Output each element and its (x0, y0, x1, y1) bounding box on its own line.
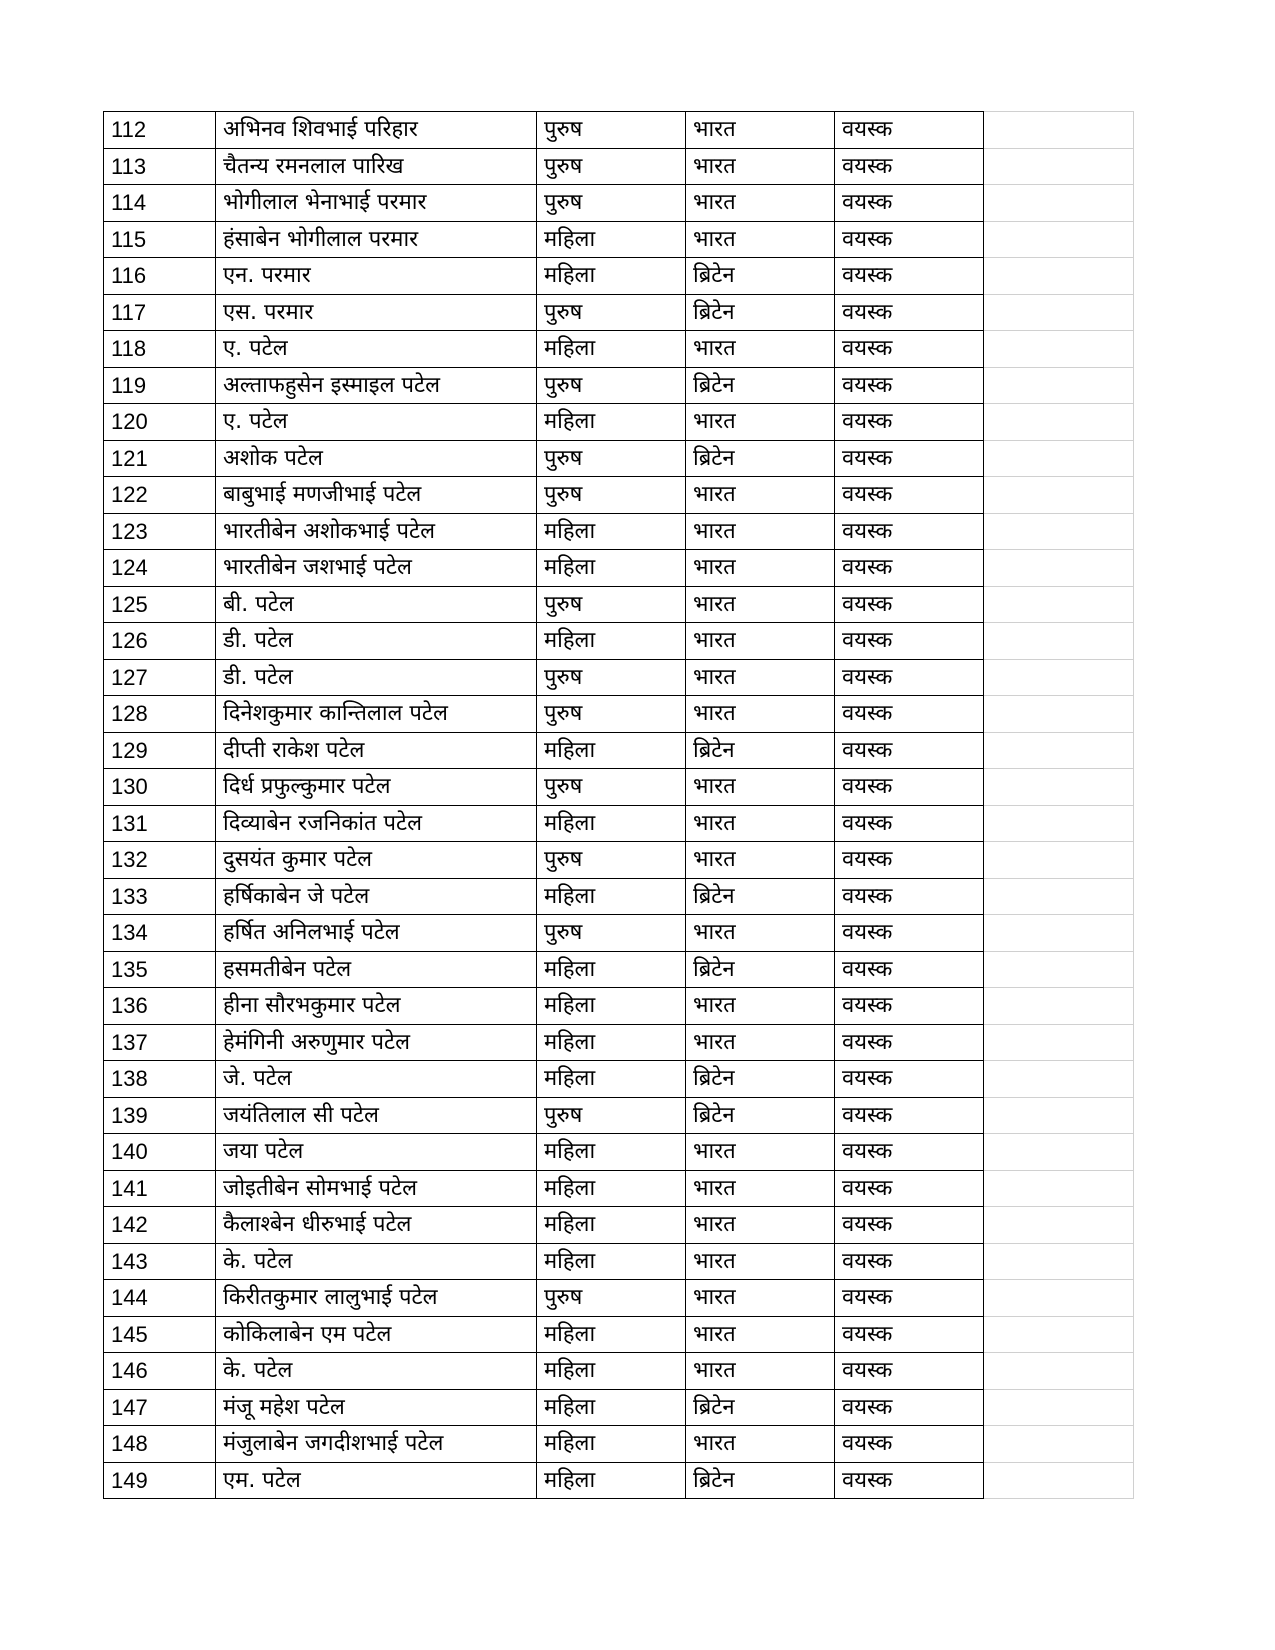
country-cell: ब्रिटेन (686, 878, 835, 915)
age-group-cell: वयस्क (835, 586, 984, 623)
row-number: 116 (104, 258, 216, 295)
row-number: 147 (104, 1389, 216, 1426)
age-group-cell: वयस्क (835, 513, 984, 550)
age-group-cell: वयस्क (835, 367, 984, 404)
person-name: एन. परमार (216, 258, 537, 295)
table-row (104, 732, 1134, 769)
person-name: दीप्ती राकेश पटेल (216, 732, 537, 769)
country-cell: भारत (686, 331, 835, 368)
empty-cell (984, 148, 1134, 185)
empty-cell (984, 696, 1134, 733)
table-row (104, 440, 1134, 477)
person-name: बी. पटेल (216, 586, 537, 623)
empty-cell (984, 404, 1134, 441)
row-number: 139 (104, 1097, 216, 1134)
age-group-cell: वयस्क (835, 1280, 984, 1317)
person-name: भोगीलाल भेनाभाई परमार (216, 185, 537, 222)
gender-cell: महिला (537, 1170, 686, 1207)
country-cell: ब्रिटेन (686, 294, 835, 331)
person-name: दिनेशकुमार कान्तिलाल पटेल (216, 696, 537, 733)
gender-cell: पुरुष (537, 294, 686, 331)
empty-cell (984, 659, 1134, 696)
table-row (104, 258, 1134, 295)
empty-cell (984, 1280, 1134, 1317)
person-name: किरीतकुमार लालुभाई पटेल (216, 1280, 537, 1317)
empty-cell (984, 513, 1134, 550)
row-number: 141 (104, 1170, 216, 1207)
country-cell: ब्रिटेन (686, 1061, 835, 1098)
row-number: 124 (104, 550, 216, 587)
age-group-cell: वयस्क (835, 221, 984, 258)
country-cell: भारत (686, 586, 835, 623)
row-number: 118 (104, 331, 216, 368)
table-row (104, 331, 1134, 368)
table-row (104, 586, 1134, 623)
person-name: एम. पटेल (216, 1462, 537, 1499)
age-group-cell: वयस्क (835, 878, 984, 915)
gender-cell: महिला (537, 1207, 686, 1244)
country-cell: ब्रिटेन (686, 732, 835, 769)
table-row (104, 915, 1134, 952)
age-group-cell: वयस्क (835, 1170, 984, 1207)
empty-cell (984, 1061, 1134, 1098)
age-group-cell: वयस्क (835, 732, 984, 769)
gender-cell: महिला (537, 550, 686, 587)
table-row (104, 1316, 1134, 1353)
row-number: 131 (104, 805, 216, 842)
table-row (104, 1243, 1134, 1280)
country-cell: भारत (686, 915, 835, 952)
person-name: जया पटेल (216, 1134, 537, 1171)
person-name: एस. परमार (216, 294, 537, 331)
empty-cell (984, 112, 1134, 149)
country-cell: भारत (686, 1170, 835, 1207)
record-table (103, 111, 1134, 1499)
table-row (104, 367, 1134, 404)
gender-cell: महिला (537, 1061, 686, 1098)
age-group-cell: वयस्क (835, 1207, 984, 1244)
country-cell: भारत (686, 623, 835, 660)
gender-cell: महिला (537, 513, 686, 550)
empty-cell (984, 842, 1134, 879)
gender-cell: महिला (537, 258, 686, 295)
person-name: मंजू महेश पटेल (216, 1389, 537, 1426)
age-group-cell: वयस्क (835, 1353, 984, 1390)
person-name: डी. पटेल (216, 623, 537, 660)
table-row (104, 988, 1134, 1025)
gender-cell: महिला (537, 331, 686, 368)
empty-cell (984, 440, 1134, 477)
empty-cell (984, 1170, 1134, 1207)
empty-cell (984, 294, 1134, 331)
person-name: मंजुलाबेन जगदीशभाई पटेल (216, 1426, 537, 1463)
row-number: 137 (104, 1024, 216, 1061)
country-cell: भारत (686, 1316, 835, 1353)
country-cell: भारत (686, 769, 835, 806)
gender-cell: महिला (537, 951, 686, 988)
country-cell: भारत (686, 1353, 835, 1390)
row-number: 132 (104, 842, 216, 879)
row-number: 130 (104, 769, 216, 806)
person-name: दिव्याबेन रजनिकांत पटेल (216, 805, 537, 842)
country-cell: भारत (686, 1426, 835, 1463)
row-number: 117 (104, 294, 216, 331)
gender-cell: पुरुष (537, 769, 686, 806)
empty-cell (984, 1134, 1134, 1171)
gender-cell: पुरुष (537, 1280, 686, 1317)
age-group-cell: वयस्क (835, 1462, 984, 1499)
table-row (104, 1097, 1134, 1134)
person-name: अल्ताफहुसेन इस्माइल पटेल (216, 367, 537, 404)
table-row (104, 1061, 1134, 1098)
gender-cell: महिला (537, 221, 686, 258)
empty-cell (984, 1024, 1134, 1061)
empty-cell (984, 367, 1134, 404)
gender-cell: पुरुष (537, 842, 686, 879)
empty-cell (984, 769, 1134, 806)
table-row (104, 513, 1134, 550)
table-row (104, 112, 1134, 149)
empty-cell (984, 1426, 1134, 1463)
person-name: अभिनव शिवभाई परिहार (216, 112, 537, 149)
row-number: 119 (104, 367, 216, 404)
gender-cell: पुरुष (537, 696, 686, 733)
table-row (104, 221, 1134, 258)
age-group-cell: वयस्क (835, 1134, 984, 1171)
age-group-cell: वयस्क (835, 1061, 984, 1098)
gender-cell: महिला (537, 1024, 686, 1061)
country-cell: ब्रिटेन (686, 258, 835, 295)
row-number: 142 (104, 1207, 216, 1244)
age-group-cell: वयस्क (835, 842, 984, 879)
row-number: 120 (104, 404, 216, 441)
age-group-cell: वयस्क (835, 185, 984, 222)
age-group-cell: वयस्क (835, 623, 984, 660)
person-name: ए. पटेल (216, 331, 537, 368)
table-row (104, 1426, 1134, 1463)
empty-cell (984, 805, 1134, 842)
gender-cell: महिला (537, 732, 686, 769)
table-row (104, 1134, 1134, 1171)
country-cell: भारत (686, 696, 835, 733)
person-name: बाबुभाई मणजीभाई पटेल (216, 477, 537, 514)
age-group-cell: वयस्क (835, 404, 984, 441)
empty-cell (984, 951, 1134, 988)
empty-cell (984, 1462, 1134, 1499)
country-cell: भारत (686, 659, 835, 696)
empty-cell (984, 1097, 1134, 1134)
empty-cell (984, 623, 1134, 660)
gender-cell: पुरुष (537, 367, 686, 404)
country-cell: ब्रिटेन (686, 1462, 835, 1499)
row-number: 115 (104, 221, 216, 258)
age-group-cell: वयस्क (835, 112, 984, 149)
gender-cell: पुरुष (537, 586, 686, 623)
person-name: डी. पटेल (216, 659, 537, 696)
empty-cell (984, 258, 1134, 295)
age-group-cell: वयस्क (835, 988, 984, 1025)
row-number: 114 (104, 185, 216, 222)
gender-cell: पुरुष (537, 915, 686, 952)
age-group-cell: वयस्क (835, 1243, 984, 1280)
table-row (104, 769, 1134, 806)
age-group-cell: वयस्क (835, 659, 984, 696)
age-group-cell: वयस्क (835, 258, 984, 295)
gender-cell: पुरुष (537, 1097, 686, 1134)
gender-cell: पुरुष (537, 185, 686, 222)
table-row (104, 148, 1134, 185)
empty-cell (984, 185, 1134, 222)
country-cell: भारत (686, 550, 835, 587)
age-group-cell: वयस्क (835, 769, 984, 806)
empty-cell (984, 1316, 1134, 1353)
age-group-cell: वयस्क (835, 696, 984, 733)
table-row (104, 1389, 1134, 1426)
table-row (104, 659, 1134, 696)
country-cell: भारत (686, 185, 835, 222)
person-name: कैलाश्बेन धीरुभाई पटेल (216, 1207, 537, 1244)
age-group-cell: वयस्क (835, 1024, 984, 1061)
gender-cell: पुरुष (537, 148, 686, 185)
table-row (104, 842, 1134, 879)
age-group-cell: वयस्क (835, 1316, 984, 1353)
age-group-cell: वयस्क (835, 148, 984, 185)
country-cell: भारत (686, 842, 835, 879)
table-row (104, 623, 1134, 660)
row-number: 146 (104, 1353, 216, 1390)
table-row (104, 805, 1134, 842)
table-row (104, 550, 1134, 587)
country-cell: ब्रिटेन (686, 440, 835, 477)
gender-cell: महिला (537, 1462, 686, 1499)
country-cell: भारत (686, 1207, 835, 1244)
person-name: जे. पटेल (216, 1061, 537, 1098)
age-group-cell: वयस्क (835, 951, 984, 988)
person-name: चैतन्य रमनलाल पारिख (216, 148, 537, 185)
row-number: 133 (104, 878, 216, 915)
person-name: हर्षिकाबेन जे पटेल (216, 878, 537, 915)
person-name: जोइतीबेन सोमभाई पटेल (216, 1170, 537, 1207)
gender-cell: महिला (537, 1316, 686, 1353)
row-number: 113 (104, 148, 216, 185)
gender-cell: महिला (537, 805, 686, 842)
row-number: 149 (104, 1462, 216, 1499)
empty-cell (984, 221, 1134, 258)
row-number: 126 (104, 623, 216, 660)
gender-cell: महिला (537, 1426, 686, 1463)
country-cell: ब्रिटेन (686, 1097, 835, 1134)
empty-cell (984, 331, 1134, 368)
gender-cell: महिला (537, 1353, 686, 1390)
empty-cell (984, 586, 1134, 623)
age-group-cell: वयस्क (835, 331, 984, 368)
country-cell: भारत (686, 221, 835, 258)
country-cell: ब्रिटेन (686, 951, 835, 988)
gender-cell: पुरुष (537, 477, 686, 514)
table-row (104, 1462, 1134, 1499)
gender-cell: महिला (537, 1134, 686, 1171)
person-name: जयंतिलाल सी पटेल (216, 1097, 537, 1134)
row-number: 136 (104, 988, 216, 1025)
age-group-cell: वयस्क (835, 550, 984, 587)
person-name: हंसाबेन भोगीलाल परमार (216, 221, 537, 258)
country-cell: भारत (686, 513, 835, 550)
person-name: हीना सौरभकुमार पटेल (216, 988, 537, 1025)
record-table-body (104, 112, 1134, 1499)
table-row (104, 294, 1134, 331)
empty-cell (984, 477, 1134, 514)
person-name: अशोक पटेल (216, 440, 537, 477)
row-number: 148 (104, 1426, 216, 1463)
table-row (104, 696, 1134, 733)
person-name: हेमंगिनी अरुणुमार पटेल (216, 1024, 537, 1061)
gender-cell: महिला (537, 1243, 686, 1280)
empty-cell (984, 732, 1134, 769)
person-name: दुसयंत कुमार पटेल (216, 842, 537, 879)
row-number: 129 (104, 732, 216, 769)
gender-cell: महिला (537, 988, 686, 1025)
gender-cell: महिला (537, 404, 686, 441)
row-number: 138 (104, 1061, 216, 1098)
empty-cell (984, 1207, 1134, 1244)
empty-cell (984, 1243, 1134, 1280)
age-group-cell: वयस्क (835, 915, 984, 952)
age-group-cell: वयस्क (835, 805, 984, 842)
person-name: कोकिलाबेन एम पटेल (216, 1316, 537, 1353)
row-number: 112 (104, 112, 216, 149)
table-row (104, 185, 1134, 222)
person-name: के. पटेल (216, 1243, 537, 1280)
row-number: 140 (104, 1134, 216, 1171)
person-name: हर्षित अनिलभाई पटेल (216, 915, 537, 952)
row-number: 122 (104, 477, 216, 514)
country-cell: भारत (686, 477, 835, 514)
country-cell: भारत (686, 1280, 835, 1317)
age-group-cell: वयस्क (835, 1426, 984, 1463)
empty-cell (984, 550, 1134, 587)
row-number: 144 (104, 1280, 216, 1317)
empty-cell (984, 915, 1134, 952)
table-row (104, 1024, 1134, 1061)
person-name: ए. पटेल (216, 404, 537, 441)
gender-cell: महिला (537, 878, 686, 915)
gender-cell: पुरुष (537, 659, 686, 696)
country-cell: भारत (686, 1243, 835, 1280)
person-name: हसमतीबेन पटेल (216, 951, 537, 988)
empty-cell (984, 1389, 1134, 1426)
gender-cell: पुरुष (537, 112, 686, 149)
age-group-cell: वयस्क (835, 294, 984, 331)
row-number: 127 (104, 659, 216, 696)
country-cell: भारत (686, 1024, 835, 1061)
country-cell: भारत (686, 988, 835, 1025)
table-row (104, 404, 1134, 441)
row-number: 121 (104, 440, 216, 477)
empty-cell (984, 878, 1134, 915)
gender-cell: पुरुष (537, 440, 686, 477)
person-name: भारतीबेन जशभाई पटेल (216, 550, 537, 587)
table-row (104, 878, 1134, 915)
gender-cell: महिला (537, 1389, 686, 1426)
country-cell: भारत (686, 805, 835, 842)
gender-cell: महिला (537, 623, 686, 660)
person-name: के. पटेल (216, 1353, 537, 1390)
table-row (104, 1353, 1134, 1390)
country-cell: ब्रिटेन (686, 367, 835, 404)
row-number: 125 (104, 586, 216, 623)
row-number: 135 (104, 951, 216, 988)
row-number: 145 (104, 1316, 216, 1353)
row-number: 128 (104, 696, 216, 733)
age-group-cell: वयस्क (835, 440, 984, 477)
person-name: भारतीबेन अशोकभाई पटेल (216, 513, 537, 550)
country-cell: भारत (686, 148, 835, 185)
row-number: 134 (104, 915, 216, 952)
person-name: दिर्ध प्रफुल्कुमार पटेल (216, 769, 537, 806)
table-row (104, 1280, 1134, 1317)
country-cell: भारत (686, 404, 835, 441)
table-row (104, 477, 1134, 514)
age-group-cell: वयस्क (835, 477, 984, 514)
country-cell: भारत (686, 1134, 835, 1171)
empty-cell (984, 988, 1134, 1025)
row-number: 123 (104, 513, 216, 550)
table-row (104, 1207, 1134, 1244)
country-cell: ब्रिटेन (686, 1389, 835, 1426)
age-group-cell: वयस्क (835, 1097, 984, 1134)
table-row (104, 1170, 1134, 1207)
empty-cell (984, 1353, 1134, 1390)
table-row (104, 951, 1134, 988)
country-cell: भारत (686, 112, 835, 149)
row-number: 143 (104, 1243, 216, 1280)
age-group-cell: वयस्क (835, 1389, 984, 1426)
